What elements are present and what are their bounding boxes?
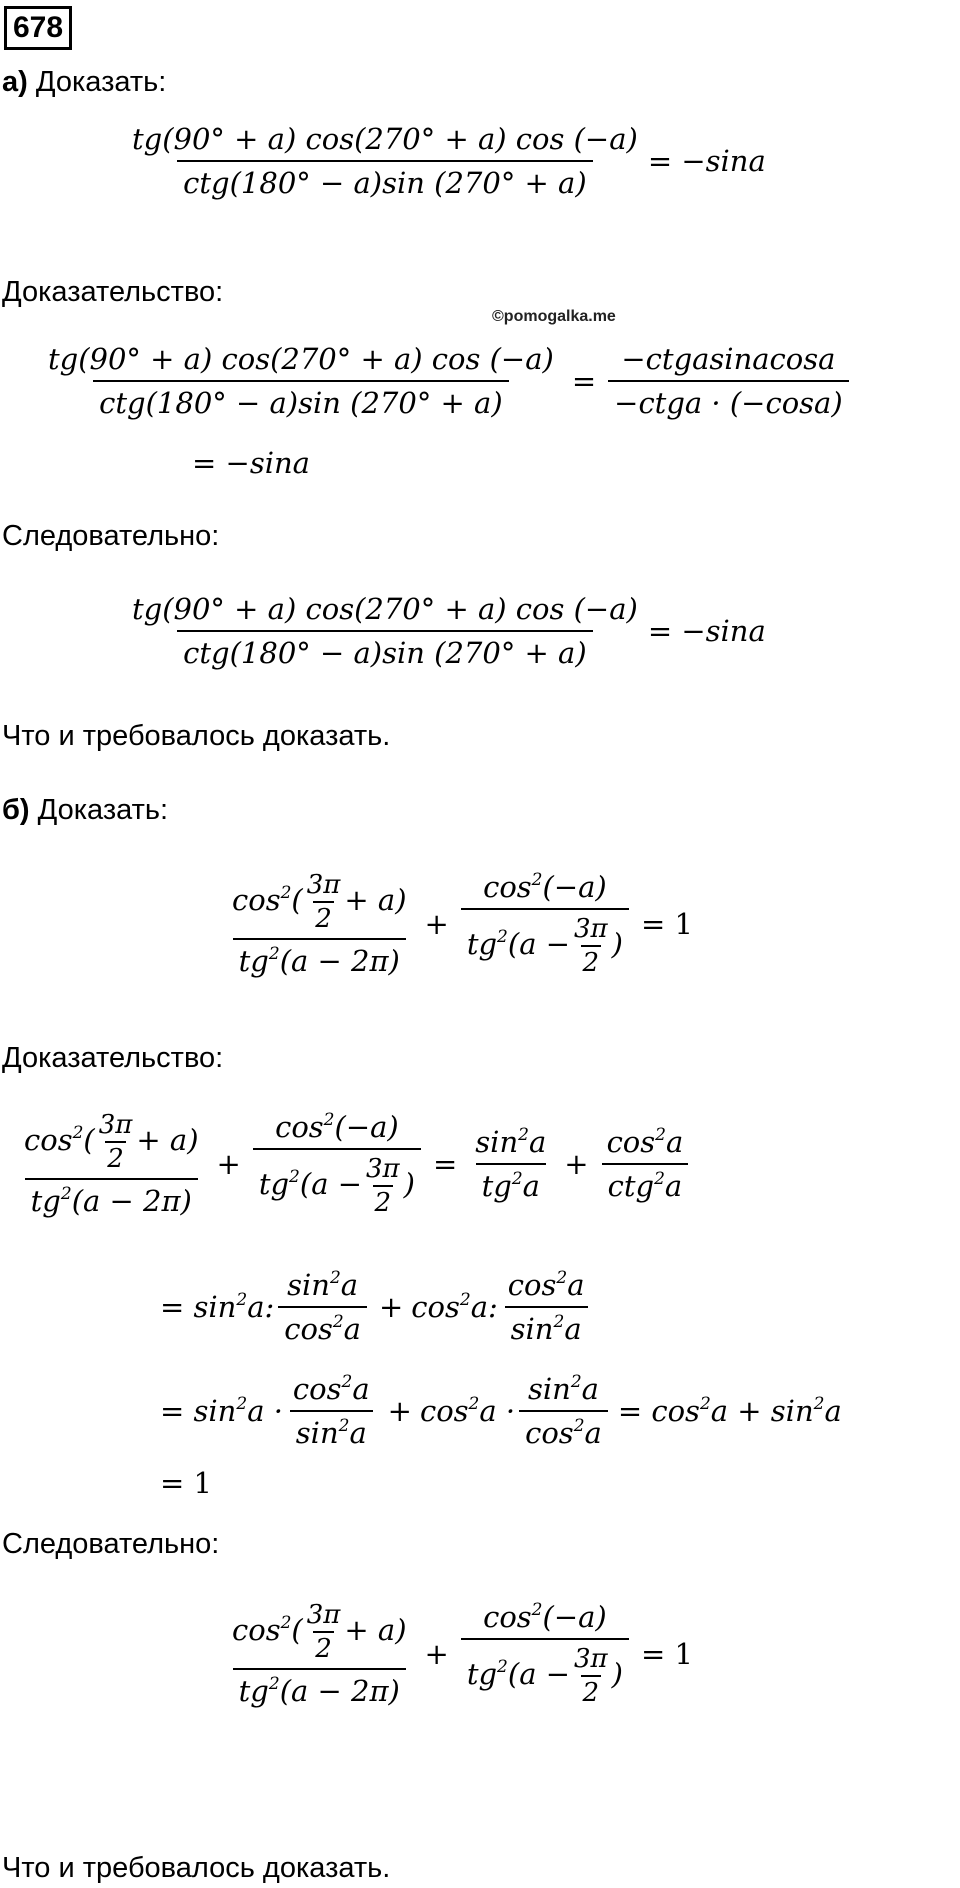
fraction-numerator: $\cos^2(-a)$: [275, 1110, 399, 1144]
plus-sign: +: [564, 1147, 589, 1181]
fraction-numerator: $\cos^2(-a)$: [483, 1600, 607, 1634]
part-a-proof-step: [38, 342, 853, 420]
fraction-7: $\frac{\cos^2a}{\sin^2a}$: [287, 1372, 376, 1450]
fraction-numerator: $\cos^2(-a)$: [483, 870, 607, 904]
fraction-8: $\frac{\sin^2a}{\cos^2a}$: [519, 1372, 608, 1450]
part-b-proof-line-3: = $\sin^2a$ · $\frac{\cos^2a}{\sin^2a}$ + $\cos^2a$ · $\frac{\sin^2a}{\cos^2a}$ = $\cos^2a + \sin^2a$: [160, 1372, 842, 1450]
part-b-prove-label: Доказать:: [37, 794, 169, 826]
fraction-denominator: $tg^2(a$ − $\frac{3\pi}{2}$ ): [461, 1638, 629, 1708]
watermark: ©pomogalka.me: [492, 308, 616, 325]
part-a-qed: Что и требовалось доказать.: [2, 720, 391, 752]
fraction-2: [461, 1600, 629, 1708]
fraction-denominator: $tg^2(a - 2\pi)$: [233, 1668, 406, 1708]
fraction-denominator: $tg^2(a$ − $\frac{3\pi}{2}$ ): [253, 1148, 421, 1218]
proof-fraction-right: [608, 342, 849, 420]
part-a-statement-fraction: [126, 122, 644, 200]
part-b-statement: [222, 870, 701, 978]
part-b-proof-line-1: [14, 1110, 693, 1218]
fraction-1: [226, 1600, 413, 1708]
equals-sign: =: [571, 364, 597, 398]
part-a-conclusion: [122, 592, 766, 670]
fraction-numerator: $\cos^2$( $\frac{3\pi}{2}$ + a): [232, 870, 407, 934]
plus-sign: +: [424, 907, 449, 941]
part-a-label: а): [2, 66, 28, 98]
part-a-proof-result: = −sina: [192, 446, 310, 480]
conclusion-fraction: [126, 592, 644, 670]
part-b-qed: Что и требовалось доказать.: [2, 1852, 391, 1884]
part-a-statement: [122, 122, 766, 200]
fraction-5: $\frac{\sin^2a}{\cos^2a}$: [278, 1268, 367, 1346]
fraction-6: $\frac{\cos^2a}{\sin^2a}$: [502, 1268, 591, 1346]
fraction-denominator: ctg(180° − a)sin (270° + a): [177, 160, 593, 200]
plus-sign: +: [216, 1147, 241, 1181]
equals-one: = 1: [640, 1637, 693, 1671]
part-a-therefore-label: Следовательно:: [2, 520, 220, 552]
part-b-therefore-label: Следовательно:: [2, 1528, 220, 1560]
fraction-numerator: $\sin^2a$: [475, 1125, 547, 1159]
fraction-4: [601, 1125, 690, 1203]
fraction-numerator: $\cos^2$( $\frac{3\pi}{2}$ + a): [24, 1110, 199, 1174]
fraction-numerator: $\cos^2$( $\frac{3\pi}{2}$ + a): [232, 1600, 407, 1664]
equals-sign: =: [432, 1147, 458, 1181]
part-b-label: б): [2, 794, 30, 826]
fraction-numerator: tg(90° + a) cos(270° + a) cos (−a): [132, 592, 638, 626]
fraction-2: [253, 1110, 421, 1218]
fraction-denominator: $tg^2a$: [476, 1163, 546, 1203]
fraction-numerator: $\cos^2a$: [606, 1125, 684, 1159]
part-b-proof-line-4: = 1: [160, 1466, 212, 1500]
part-a-heading: [2, 64, 166, 100]
part-b-heading: [2, 792, 168, 828]
fraction-denominator: ctg(180° − a)sin (270° + a): [93, 380, 509, 420]
fraction-denominator: ctg(180° − a)sin (270° + a): [177, 630, 593, 670]
fraction-numerator: tg(90° + a) cos(270° + a) cos (−a): [48, 342, 554, 376]
fraction-denominator: ctg$^2$a: [602, 1163, 689, 1203]
fraction-1: [18, 1110, 205, 1218]
fraction-denominator: −ctga · (−cosa): [608, 380, 849, 420]
fraction-numerator: −ctgasinacosa: [621, 342, 836, 376]
problem-number: 678: [4, 6, 72, 50]
rhs: = −sina: [647, 144, 766, 178]
part-a-prove-label: Доказать:: [35, 66, 167, 98]
equals-one: = 1: [640, 907, 693, 941]
plus-sign: +: [424, 1637, 449, 1671]
part-a-proof-label: Доказательство:: [2, 276, 224, 308]
fraction-3: [469, 1125, 552, 1203]
part-b-proof-label: Доказательство:: [2, 1042, 224, 1074]
part-b-conclusion: [222, 1600, 701, 1708]
part-b-proof-line-2: = $\sin^2a$: $\frac{\sin^2a}{\cos^2a}$ + $\cos^2a$: $\frac{\cos^2a}{\sin^2a}$: [160, 1268, 594, 1346]
fraction-denominator: $tg^2(a - 2\pi)$: [233, 938, 406, 978]
rhs: = −sina: [647, 614, 766, 648]
fraction-denominator: $tg^2(a - 2\pi)$: [25, 1178, 198, 1218]
fraction-1: [226, 870, 413, 978]
proof-fraction-left: [42, 342, 560, 420]
fraction-2: [461, 870, 629, 978]
fraction-denominator: $tg^2(a$ − $\frac{3\pi}{2}$ ): [461, 908, 629, 978]
fraction-numerator: tg(90° + a) cos(270° + a) cos (−a): [132, 122, 638, 156]
